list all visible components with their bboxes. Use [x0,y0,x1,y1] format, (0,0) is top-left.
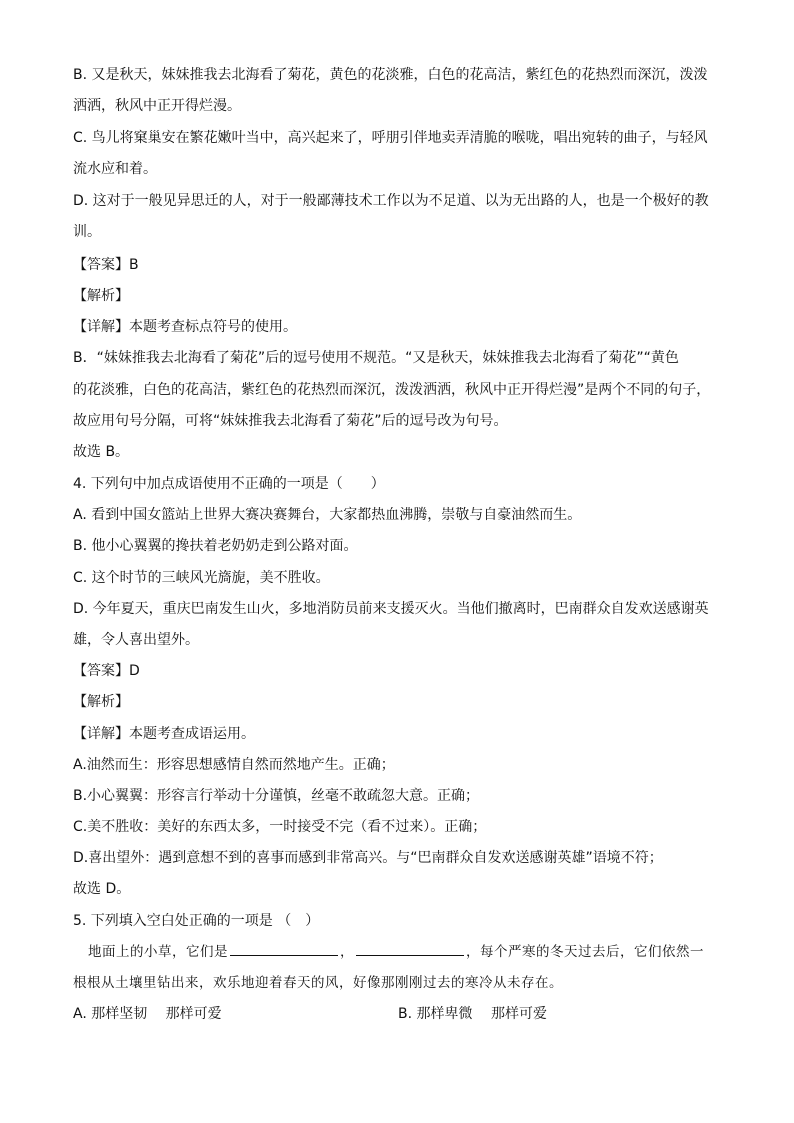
q4-explanation-d: D.喜出望外：遇到意想不到的喜事而感到非常高兴。与“巴南群众自发欢送感谢英雄”语境不符； [73,850,663,866]
q5-passage-line1 [88,943,748,961]
q4-answer: 【答案】D [73,663,140,679]
q4-option-b: B. 他小心翼翼的搀扶着老奶奶走到公路对面。 [73,538,358,554]
q4-explanation-a: A.油然而生：形容思想感情自然而然地产生。正确； [73,757,395,773]
q4-option-d-line1: D. 今年夏天，重庆巴南发生山火，多地消防员前来支援灭火。当他们撤离时，巴南群众自发欢送感谢英 [73,601,709,617]
q4-stem: 4. 下列句中加点成语使用不正确的一项是（ ） [73,476,385,492]
q3-option-d-line2: 训。 [73,224,101,240]
q3-option-c-line2: 流水应和着。 [73,161,157,177]
q4-detail: 【详解】本题考查成语运用。 [73,726,255,742]
q5-blank-2 [356,943,464,956]
q3-answer: 【答案】B [73,257,139,273]
q3-detail: 【详解】本题考查标点符号的使用。 [73,319,297,335]
q3-explanation-line1: B．“妹妹推我去北海看了菊花”后的逗号使用不规范。“又是秋天，妹妹推我去北海看了菊花”“黄色 [73,350,679,366]
q4-conclusion: 故选 D。 [73,881,131,897]
q3-analysis-heading: 【解析】 [73,288,129,304]
q5-passage-line2: 根根从土壤里钻出来，欢乐地迎着春天的风，好像那刚刚过去的寒冷从未存在。 [73,975,563,991]
q5-stem: 5. 下列填入空白处正确的一项是 （ ） [73,913,320,929]
q5-option-a: A. 那样坚韧 那样可爱 [73,1006,222,1022]
q3-option-b-line1: B. 又是秋天，妹妹推我去北海看了菊花，黄色的花淡雅，白色的花高洁，紫红色的花热烈而深沉，泼泼 [73,67,708,83]
q3-option-b-line2: 洒洒，秋风中正开得烂漫。 [73,98,241,114]
q5-passage-part-a: 地面上的小草，它们是 [88,944,228,960]
q3-explanation-line2: 的花淡雅，白色的花高洁，紫红色的花热烈而深沉，泼泼洒洒，秋风中正开得烂漫”是两个不同的句子， [73,382,711,398]
q5-blank-1 [230,943,338,956]
q3-conclusion: 故选 B。 [73,444,130,460]
q5-passage-part-b: ， [340,944,354,960]
q4-option-d-line2: 雄，令人喜出望外。 [73,632,199,648]
q3-option-d-line1: D. 这对于一般见异思迁的人，对于一般鄙薄技术工作以为不足道、以为无出路的人，也是一个极好的教 [73,193,709,209]
q4-explanation-c: C.美不胜收：美好的东西太多，一时接受不完（看不过来）。正确； [73,819,487,835]
q3-option-c-line1: C. 鸟儿将窠巢安在繁花嫩叶当中，高兴起来了，呼朋引伴地卖弄清脆的喉咙，唱出宛转的曲子，与轻风 [73,130,708,146]
q3-explanation-line3: 故应用句号分隔，可将“妹妹推我去北海看了菊花”后的逗号改为句号。 [73,413,508,429]
q4-option-a: A. 看到中国女篮站上世界大赛决赛舞台，大家都热血沸腾，崇敬与自豪油然而生。 [73,507,582,523]
q5-passage-part-c: ，每个严寒的冬天过去后，它们依然一 [466,944,704,960]
q4-explanation-b: B.小心翼翼：形容言行举动十分谨慎，丝毫不敢疏忽大意。正确； [73,788,480,804]
q4-option-c: C. 这个时节的三峡风光旖旎，美不胜收。 [73,570,330,586]
q4-analysis-heading: 【解析】 [73,694,129,710]
q5-option-b: B. 那样卑微 那样可爱 [398,1006,547,1022]
